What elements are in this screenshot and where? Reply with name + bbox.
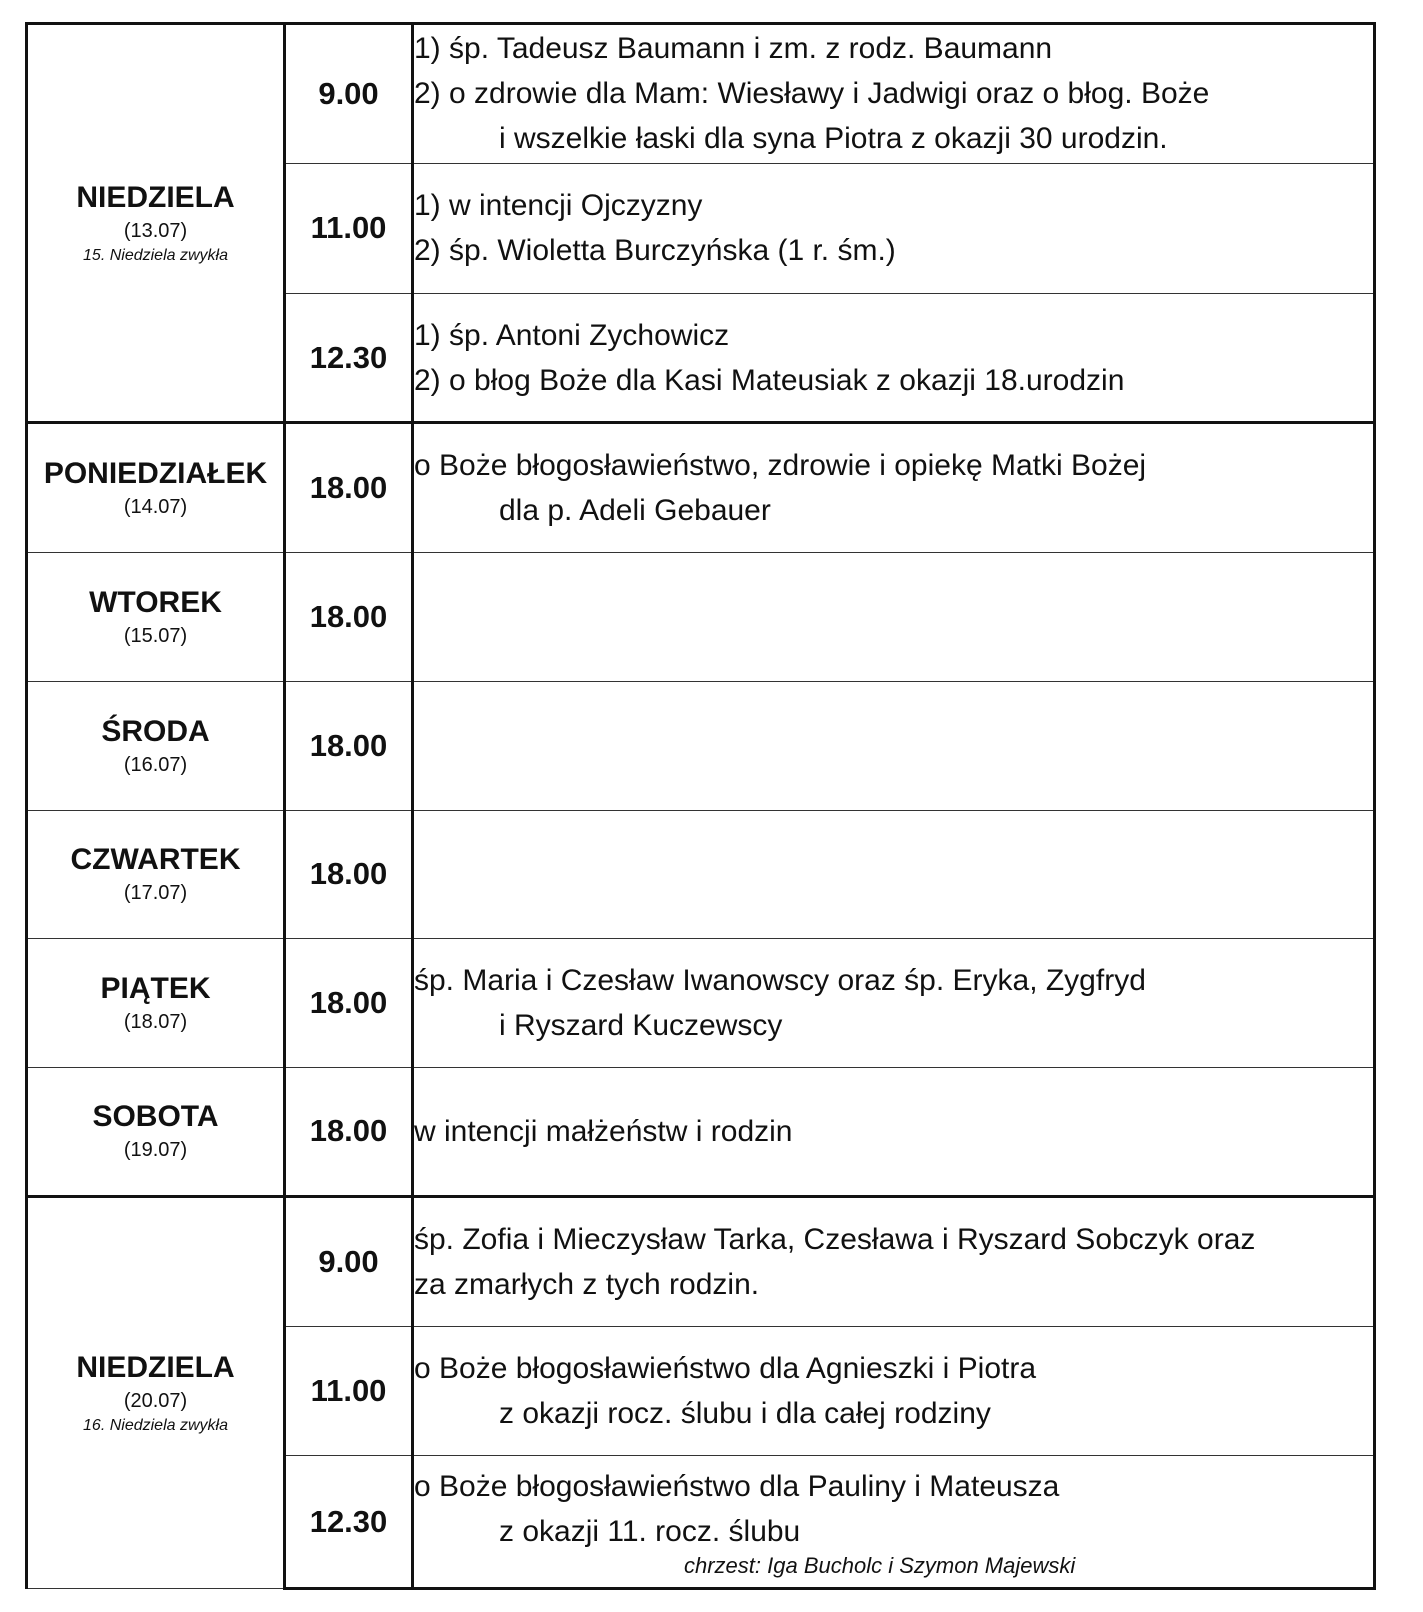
schedule-row: [27, 553, 1375, 682]
day-date: (13.07): [123, 220, 188, 243]
day-date: (14.07): [123, 496, 188, 519]
day-date: (16.07): [123, 753, 188, 776]
mass-time: 12.30: [285, 1456, 413, 1589]
intention-line: 2) o zdrowie dla Mam: Wiesławy i Jadwigi oraz o błog. Boże: [414, 77, 1210, 111]
mass-time: 9.00: [285, 24, 413, 164]
day-name: WTOREK: [89, 585, 222, 619]
mass-time: 9.00: [285, 1196, 413, 1327]
day-name: PIĄTEK: [100, 972, 211, 1006]
intention-line: 1) śp. Antoni Zychowicz: [414, 318, 730, 352]
intention-line: w intencji małżeństw i rodzin: [414, 1114, 793, 1148]
mass-time: 18.00: [285, 681, 413, 810]
day-cell: [27, 939, 285, 1068]
intention-line: 1) śp. Tadeusz Baumann i zm. z rodz. Baumann: [414, 32, 1053, 66]
intention-line: śp. Maria i Czesław Iwanowscy oraz śp. Eryka, Zygfryd: [414, 964, 1146, 998]
mass-time: 12.30: [285, 293, 413, 423]
schedule-row: [27, 24, 1375, 164]
day-date: (20.07): [123, 1389, 188, 1412]
intention-line: o Boże błogosławieństwo, zdrowie i opiekę Matki Bożej: [414, 449, 1147, 483]
intention-line: z okazji 11. rocz. ślubu: [499, 1514, 801, 1548]
day-name: SOBOTA: [92, 1100, 219, 1134]
intention-line: 1) w intencji Ojczyzny: [414, 189, 703, 223]
intention-line: śp. Zofia i Mieczysław Tarka, Czesława i Ryszard Sobczyk oraz: [414, 1223, 1256, 1257]
mass-time: 18.00: [285, 553, 413, 682]
mass-time: 11.00: [285, 163, 413, 293]
day-cell: [27, 810, 285, 939]
schedule-row: [27, 810, 1375, 939]
intention-cell: [413, 939, 1375, 1068]
day-name: PONIEDZIAŁEK: [43, 457, 268, 491]
mass-intentions-table: [25, 22, 1376, 1590]
intention-line: i Ryszard Kuczewscy: [499, 1009, 783, 1043]
mass-time: 18.00: [285, 810, 413, 939]
intention-line: i wszelkie łaski dla syna Piotra z okazji 30 urodzin.: [499, 122, 1168, 156]
intention-cell: [413, 163, 1375, 293]
intention-cell: [413, 293, 1375, 423]
intention-cell: [413, 1456, 1375, 1589]
mass-time: 18.00: [285, 423, 413, 553]
schedule-row: [27, 423, 1375, 553]
schedule-row: [27, 939, 1375, 1068]
intention-line: z okazji rocz. ślubu i dla całej rodziny: [499, 1397, 991, 1431]
intention-line: 2) o błog Boże dla Kasi Mateusiak z okazji 18.urodzin: [414, 363, 1125, 397]
intention-cell: [413, 423, 1375, 553]
intention-line: za zmarłych z tych rodzin.: [414, 1268, 760, 1302]
day-cell: [27, 24, 285, 423]
day-date: (15.07): [123, 624, 188, 647]
intention-cell: [413, 553, 1375, 682]
intention-line: dla p. Adeli Gebauer: [499, 494, 771, 528]
schedule-row: [27, 1067, 1375, 1196]
day-cell: [27, 553, 285, 682]
day-liturgical-note: 15. Niedziela zwykła: [83, 247, 228, 265]
intention-cell: [413, 1067, 1375, 1196]
intention-cell: [413, 1327, 1375, 1456]
intention-cell: [413, 24, 1375, 164]
day-cell: [27, 1196, 285, 1588]
day-name: NIEDZIELA: [76, 1350, 235, 1384]
day-liturgical-note: 16. Niedziela zwykła: [83, 1416, 228, 1434]
baptism-note: chrzest: Iga Bucholc i Szymon Majewski: [684, 1552, 1076, 1578]
schedule-row: [27, 681, 1375, 810]
intention-cell: [413, 681, 1375, 810]
intention-line: o Boże błogosławieństwo dla Agnieszki i Piotra: [414, 1352, 1037, 1386]
day-cell: [27, 681, 285, 810]
intention-cell: [413, 1196, 1375, 1327]
intention-cell: [413, 810, 1375, 939]
day-cell: [27, 423, 285, 553]
day-name: CZWARTEK: [70, 843, 241, 877]
day-date: (19.07): [123, 1139, 188, 1162]
day-date: (17.07): [123, 882, 188, 905]
day-date: (18.07): [123, 1011, 188, 1034]
mass-time: 18.00: [285, 1067, 413, 1196]
mass-time: 18.00: [285, 939, 413, 1068]
day-name: NIEDZIELA: [76, 181, 235, 215]
day-name: ŚRODA: [101, 714, 210, 748]
schedule-row: [27, 1196, 1375, 1327]
intention-line: o Boże błogosławieństwo dla Pauliny i Mateusza: [414, 1469, 1060, 1503]
mass-time: 11.00: [285, 1327, 413, 1456]
intention-line: 2) śp. Wioletta Burczyńska (1 r. śm.): [414, 234, 896, 268]
day-cell: [27, 1067, 285, 1196]
